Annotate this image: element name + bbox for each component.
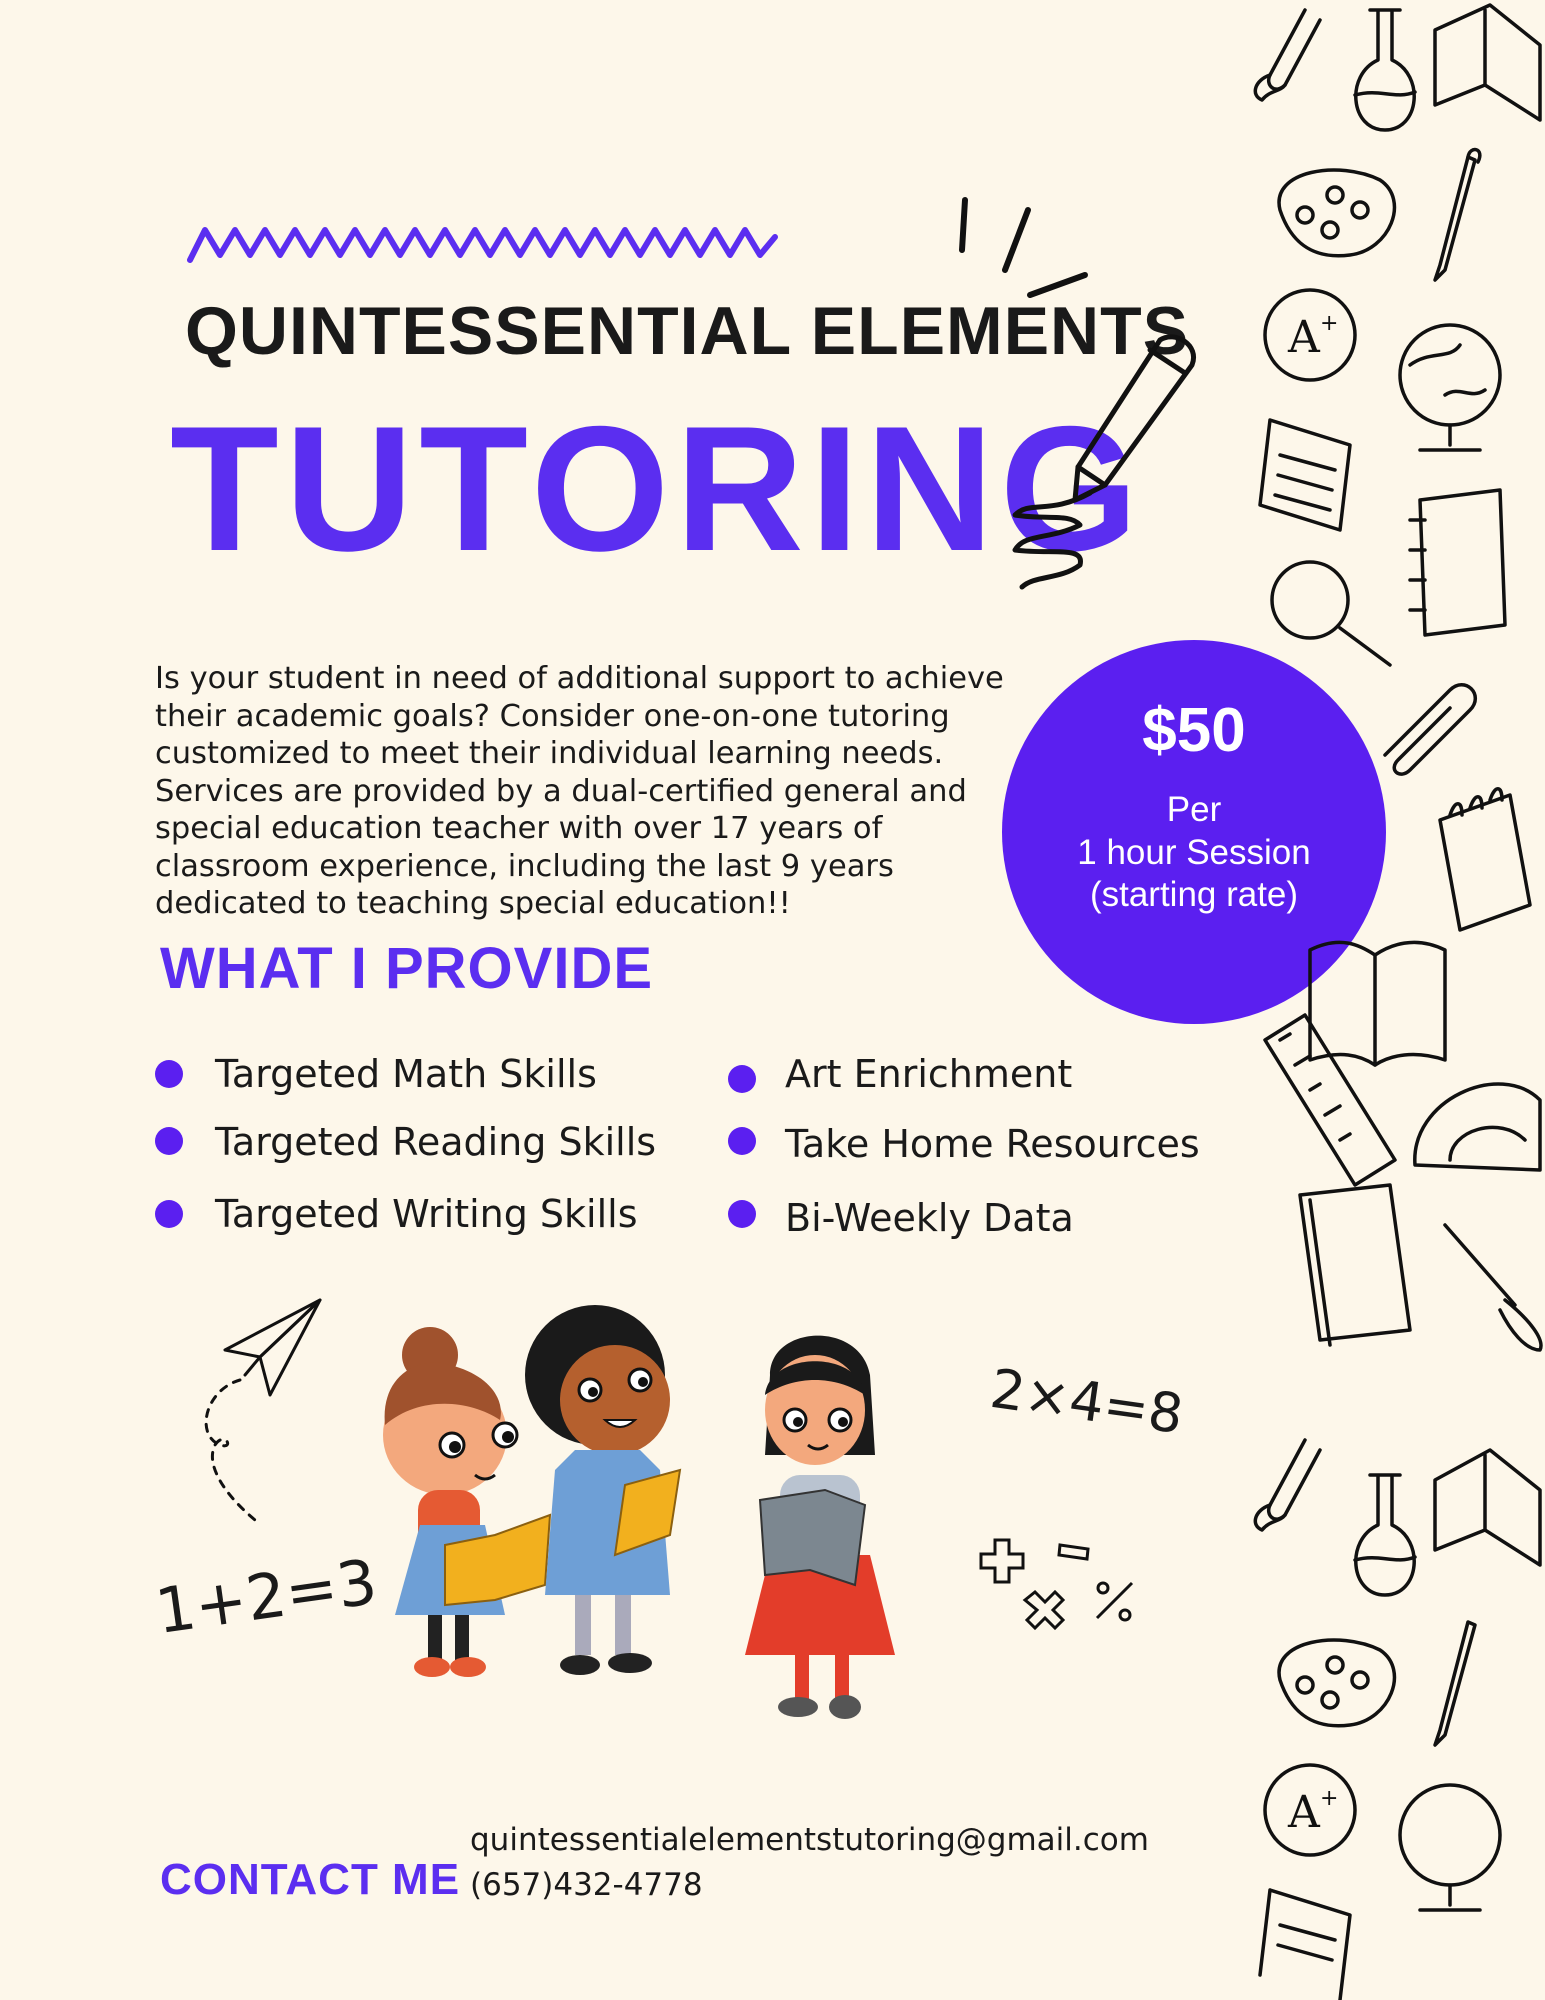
price-session: 1 hour Session: [1077, 833, 1311, 872]
school-doodle-border: [1250, 0, 1545, 2000]
brand-name: QUINTESSENTIAL ELEMENTS: [185, 293, 1190, 369]
page-title: TUTORING: [170, 389, 1145, 588]
price-per: Per: [1166, 790, 1222, 829]
contact-phone[interactable]: (657)432-4778: [470, 1867, 703, 1903]
list-item: Targeted Reading Skills: [215, 1120, 657, 1164]
list-item: Targeted Writing Skills: [215, 1192, 638, 1236]
svg-text:+: +: [1320, 1786, 1339, 1811]
list-item: Bi-Weekly Data: [785, 1196, 1074, 1240]
pencil-icon: [1010, 325, 1210, 595]
list-item: Take Home Resources: [785, 1122, 1200, 1166]
svg-text:A: A: [1288, 1787, 1320, 1838]
bullet-dot: [728, 1127, 756, 1155]
svg-text:+: +: [1320, 311, 1339, 336]
girl-left-figure: [383, 1327, 550, 1677]
svg-text:A: A: [1288, 312, 1320, 363]
bullet-dot: [155, 1060, 183, 1088]
bullet-dot: [155, 1200, 183, 1228]
intro-paragraph: Is your student in need of additional support to achieve their academic goals? Consider one-on-one tutoring customized to meet their individual learning needs. Services are provided by a dual-certified general and special education teacher with over 17 years of classroom experience, including the last 9 years dedicated to teaching special education!!: [155, 661, 1004, 921]
children-reading-illustration: [340, 1295, 960, 1775]
price-note: (starting rate): [1089, 875, 1299, 914]
bullet-dot: [728, 1200, 756, 1228]
math-symbols-icon: [975, 1530, 1155, 1650]
list-item: Art Enrichment: [785, 1052, 1073, 1096]
list-item: Targeted Math Skills: [215, 1052, 597, 1096]
math-doodle-left: 1+2=3: [151, 1544, 382, 1649]
boy-middle-figure: [525, 1305, 680, 1675]
girl-right-figure: [745, 1336, 895, 1719]
price-amount: $50: [1142, 696, 1246, 765]
zigzag-doodle: [190, 215, 780, 265]
bullet-dot: [155, 1127, 183, 1155]
contact-heading: CONTACT ME: [160, 1855, 461, 1904]
contact-email[interactable]: quintessentialelementstutoring@gmail.com: [470, 1822, 1149, 1858]
paper-plane-icon: [195, 1295, 325, 1525]
provide-heading: WHAT I PROVIDE: [160, 936, 654, 1001]
bullet-dot: [728, 1065, 756, 1093]
math-doodle-right: 2×4=8: [986, 1356, 1188, 1447]
